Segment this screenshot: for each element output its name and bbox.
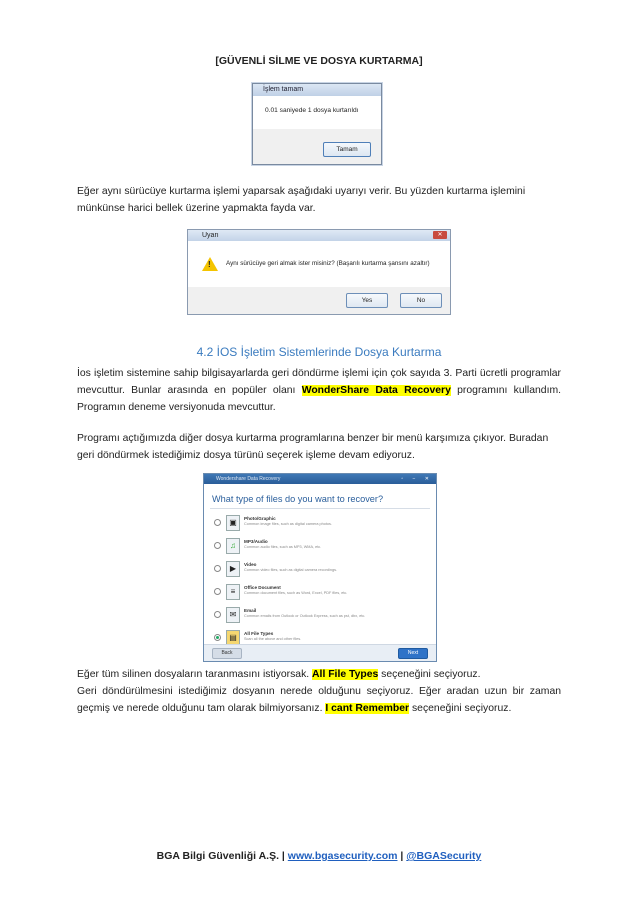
option-name: Email bbox=[244, 608, 257, 613]
text-part: Eğer tüm silinen dosyaların taranmasını istiyorsak. bbox=[77, 669, 310, 680]
option-desc: Common image files, such as digital camera photos. bbox=[244, 522, 333, 526]
option-name: Office Document bbox=[244, 585, 281, 590]
radio-button-selected[interactable] bbox=[214, 634, 221, 641]
paragraph-all-file-types bbox=[77, 666, 561, 683]
option-audio[interactable] bbox=[214, 537, 424, 555]
option-desc: Common audio files, such as MP3, WMA, etc. bbox=[244, 545, 322, 549]
window-title: Wondershare Data Recovery bbox=[216, 476, 281, 482]
warning-dialog bbox=[187, 229, 451, 315]
question-heading: What type of files do you want to recover? bbox=[212, 494, 384, 504]
footer-company: BGA Bilgi Güvenliği A.Ş. bbox=[156, 850, 279, 862]
envelope-icon: ✉ bbox=[226, 607, 240, 623]
highlight-program-name: WonderShare Data Recovery bbox=[301, 385, 451, 396]
option-name: All File Types bbox=[244, 631, 274, 636]
text-part: seçeneğini seçiyoruz. bbox=[381, 669, 481, 680]
option-video[interactable] bbox=[214, 560, 424, 578]
close-icon[interactable]: ✕ bbox=[433, 231, 447, 239]
highlight-i-cant-remember: I cant Remember bbox=[325, 703, 410, 714]
no-button[interactable]: No bbox=[400, 293, 442, 308]
window-controls-icon[interactable]: ▫ − ✕ bbox=[401, 476, 433, 482]
wondershare-window bbox=[203, 473, 437, 662]
back-button[interactable]: Back bbox=[212, 648, 242, 659]
text-part: programını kullandım. Programın deneme versiyonuda mevcuttur. bbox=[77, 385, 562, 413]
music-note-icon: ♫ bbox=[226, 538, 240, 554]
next-button[interactable]: Next bbox=[398, 648, 428, 659]
text-part: seçeneğini seçiyoruz. bbox=[411, 703, 512, 714]
image-icon: ▣ bbox=[226, 515, 240, 531]
option-desc: Scan all the above and other files. bbox=[244, 637, 302, 641]
option-name: Video bbox=[244, 562, 257, 567]
radio-button[interactable] bbox=[214, 611, 221, 618]
dialog-message: Aynı sürücüye geri almak ister misiniz? (Başarılı kurtarma şansını azaltır) bbox=[226, 260, 430, 267]
option-desc: Common emails from Outlook or Outlook Express, such as pst, dbx, etc. bbox=[244, 614, 366, 618]
paragraph-program-open: Programı açtığımızda diğer dosya kurtarma programlarına benzer bir menü karşımıza çıkıyor. Buradan geri döndürmek istediğimiz dosya türünü seçerek işleme devam ediyoruz. bbox=[77, 433, 549, 461]
footer-twitter-link[interactable]: @BGASecurity bbox=[406, 850, 482, 862]
process-complete-dialog bbox=[252, 83, 382, 165]
option-name: Photo/Graphic bbox=[244, 516, 276, 521]
paragraph-warning-info: Eğer aynı sürücüye kurtarma işlemi yaparsak aşağıdaki uyarıyı verir. Bu yüzden kurtarma işlemini münkünse harici bellek üzerine yapmakta fayda var. bbox=[77, 186, 526, 214]
section-title: 4.2 İOS İşletim Sistemlerinde Dosya Kurtarma bbox=[196, 345, 442, 359]
footer-website-link[interactable]: www.bgasecurity.com bbox=[287, 850, 398, 862]
option-desc: Common document files, such as Word, Excel, PDF files, etc. bbox=[244, 591, 348, 595]
page-header: [GÜVENLİ SİLME VE DOSYA KURTARMA] bbox=[215, 55, 423, 67]
radio-button[interactable] bbox=[214, 588, 221, 595]
highlight-all-file-types: All File Types bbox=[312, 669, 379, 680]
option-desc: Common video files, such as digital camera recordings. bbox=[244, 568, 338, 572]
video-icon: ▶ bbox=[226, 561, 240, 577]
option-document[interactable] bbox=[214, 583, 424, 601]
yes-button[interactable]: Yes bbox=[346, 293, 388, 308]
footer-separator: | bbox=[400, 850, 404, 862]
option-email[interactable] bbox=[214, 606, 424, 624]
warning-icon-mark: ! bbox=[208, 260, 211, 269]
radio-button[interactable] bbox=[214, 519, 221, 526]
dialog-title: İşlem tamam bbox=[253, 84, 381, 96]
paragraph-ios-intro bbox=[77, 365, 561, 416]
option-name: MP3/Audio bbox=[244, 539, 268, 544]
text-part: Geri döndürülmesini istediğimiz dosyanın nerede olduğunu seçiyoruz. Eğer aradan uzun bir zaman geçmiş ve nerede olduğunu tam olarak bilmiyorsanız. bbox=[77, 686, 561, 714]
folder-icon: ▤ bbox=[226, 630, 240, 646]
option-photo[interactable] bbox=[214, 514, 424, 532]
dialog-title: Uyarı bbox=[202, 232, 219, 239]
document-icon: ≡ bbox=[226, 584, 240, 600]
paragraph-location bbox=[77, 683, 561, 717]
radio-button[interactable] bbox=[214, 542, 221, 549]
page-footer bbox=[0, 850, 638, 862]
footer-separator: | bbox=[281, 850, 285, 862]
radio-button[interactable] bbox=[214, 565, 221, 572]
dialog-message: 0.01 saniyede 1 dosya kurtarıldı bbox=[253, 96, 381, 129]
ok-button[interactable]: Tamam bbox=[323, 142, 371, 157]
text-part: İos işletim sistemine sahip bilgisayarlarda geri döndürme işlemi için çok sayıda 3. Parti ücretli programlar mevcuttur. Bunlar arasında en popüler olanı bbox=[77, 368, 561, 396]
